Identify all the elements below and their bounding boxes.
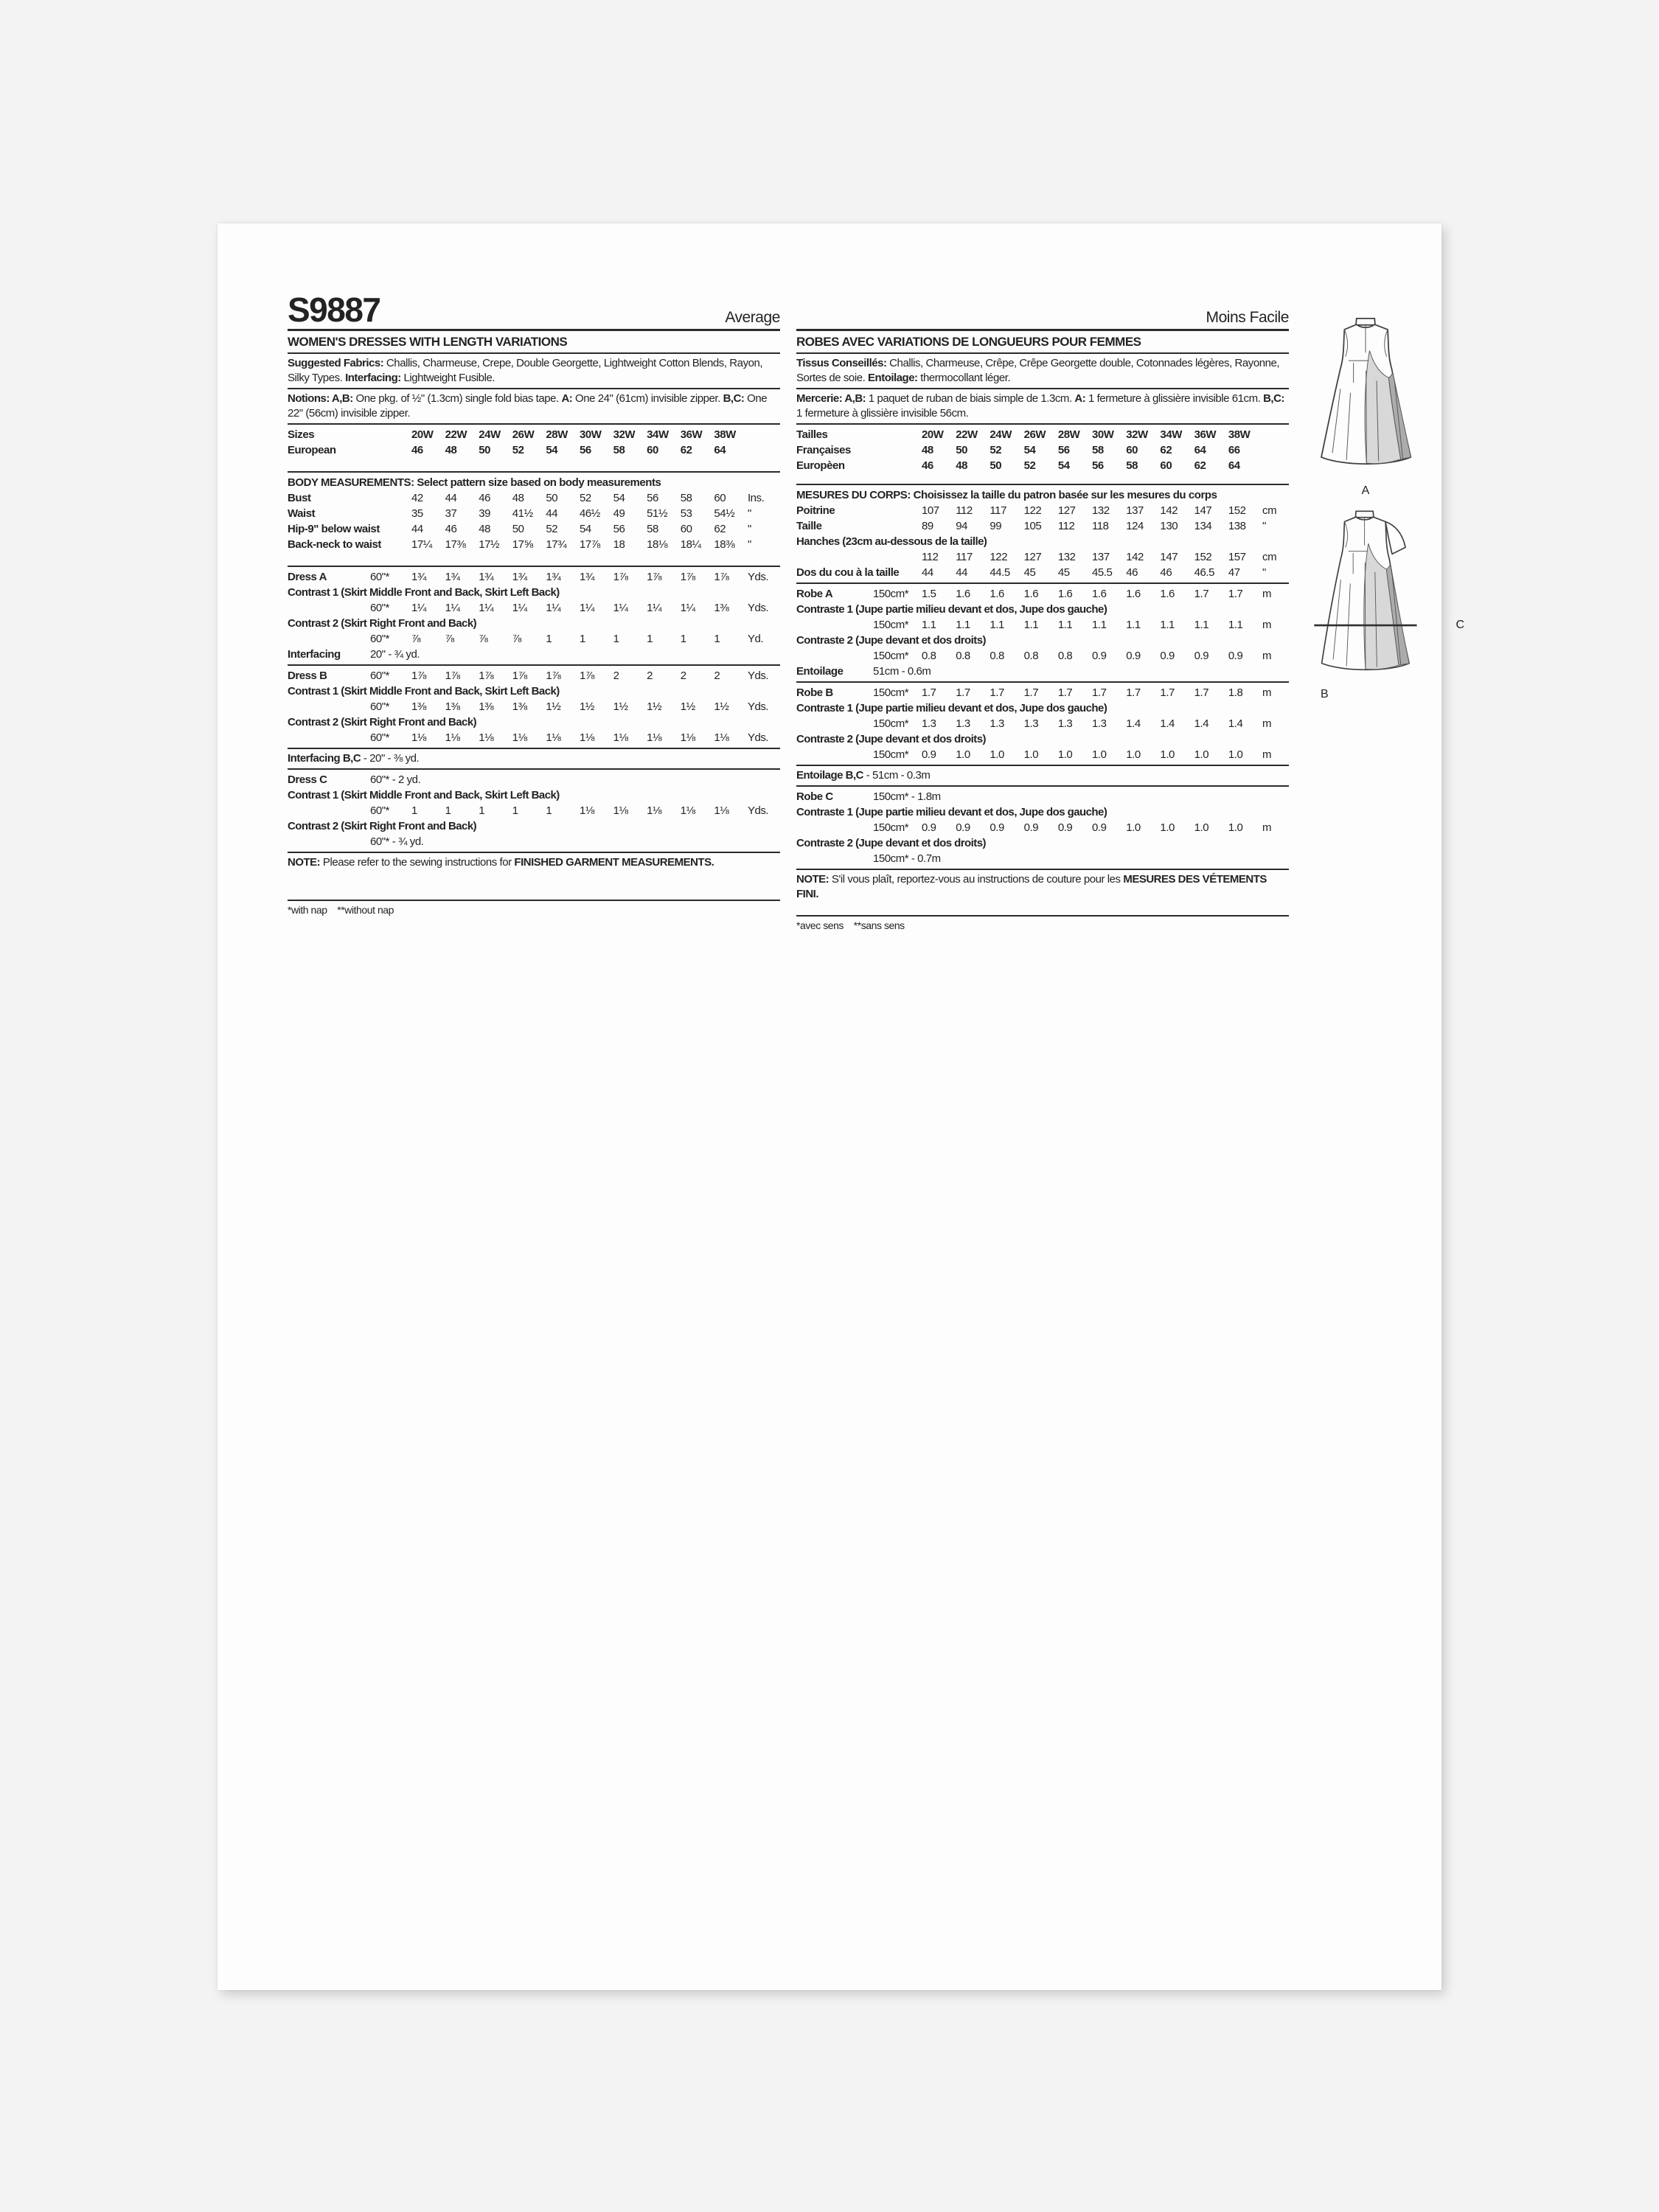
rule (796, 869, 1289, 870)
rule (288, 329, 780, 331)
rule (288, 352, 780, 354)
robe-c-contrast1-heading: Contraste 1 (Jupe partie milieu devant et dos, Jupe dos gauche) (796, 806, 1107, 818)
suggested-fabrics-fr: Tissus Conseillés: Challis, Charmeuse, Crêpe, Crêpe Georgette double, Cotonnades légères, Rayonne, Sortes de soie. Entoilage: thermocollant léger. (796, 357, 1280, 384)
interfacing-line (288, 647, 780, 662)
english-column (288, 288, 780, 917)
entoilage-label: Entoilage (796, 665, 844, 678)
rule (796, 582, 1289, 584)
nap-footnote-fr: *avec sens **sans sens (796, 919, 905, 931)
taille-row: Taille 89 94 99 105 112 118 124 130 134 138 " (796, 520, 1266, 532)
rule (796, 785, 1289, 787)
poitrine-row: Poitrine 107 112 117 122 127 132 137 142 147 152 cm (796, 504, 1277, 517)
robe-c-contrast2-value: 150cm* - 0.7m (873, 852, 941, 865)
dress-a-contrast2-heading: Contrast 2 (Skirt Right Front and Back) (288, 617, 477, 630)
rule (288, 900, 780, 901)
rule (796, 388, 1289, 389)
entoilage-line (796, 664, 1289, 679)
nap-footnote-en: *with nap **without nap (288, 904, 394, 916)
interfacing-label: Interfacing (288, 648, 341, 661)
view-b-label: B (1321, 688, 1329, 700)
title-fr: ROBES AVEC VARIATIONS DE LONGUEURS POUR FEMMES (796, 335, 1141, 349)
bust-row: Bust 42 44 46 48 50 52 54 56 58 60 Ins. (288, 492, 765, 504)
note-fr: NOTE: S'il vous plaît, reportez-vous au instructions de couture pour les MESURES DES VÉTEMENTS FINI. (796, 873, 1267, 900)
dress-b-illustration (1310, 504, 1464, 701)
sizes-row: Sizes 20W 22W 24W 26W 28W 30W 32W 34W 36W 38W (288, 428, 736, 441)
interfacing-bc-line: Interfacing B,C - 20" - ⅜ yd. (288, 752, 420, 765)
dress-b-contrast2-heading: Contrast 2 (Skirt Right Front and Back) (288, 716, 477, 728)
view-a-label: A (1361, 484, 1370, 497)
robe-c-contrast1-row: 150cm* 0.9 0.9 0.9 0.9 0.9 0.9 1.0 1.0 1.0 1.0 m (873, 821, 1272, 834)
dress-a-row: Dress A 60"* 1¾ 1¾ 1¾ 1¾ 1¾ 1¾ 1⅞ 1⅞ 1⅞ 1⅞ Yds. (288, 571, 769, 583)
tailles-row: Tailles 20W 22W 24W 26W 28W 30W 32W 34W 36W 38W (796, 428, 1251, 441)
robe-b-contrast1-row: 150cm* 1.3 1.3 1.3 1.3 1.3 1.3 1.4 1.4 1.4 1.4 m (873, 717, 1272, 730)
difficulty-label-fr: Moins Facile (1206, 309, 1289, 326)
robe-b-contrast2-heading: Contraste 2 (Jupe devant et dos droits) (796, 733, 986, 745)
robe-a-contrast2-row: 150cm* 0.8 0.8 0.8 0.8 0.8 0.9 0.9 0.9 0.9 0.9 m (873, 650, 1272, 662)
dress-b-line-art (1310, 504, 1425, 684)
rule (288, 852, 780, 853)
waist-row: Waist 35 37 39 41½ 44 46½ 49 51½ 53 54½ " (288, 507, 751, 520)
robe-c-contrast2-heading: Contraste 2 (Jupe devant et dos droits) (796, 837, 986, 849)
robe-c-line (796, 789, 1289, 804)
view-c-length-label: C (1455, 619, 1464, 631)
rule (796, 915, 1289, 917)
notions-en: Notions: A,B: One pkg. of ½" (1.3cm) single fold bias tape. A: One 24" (61cm) invisible zipper. B,C: One 22" (56cm) invisible zipper. (288, 392, 768, 420)
dress-c-contrast1-row: 60"* 1 1 1 1 1 1⅛ 1⅛ 1⅛ 1⅛ 1⅛ Yds. (370, 804, 769, 817)
rule (288, 768, 780, 770)
robe-c-label: Robe C (796, 790, 833, 803)
dos-row: Dos du cou à la taille 44 44 44.5 45 45 45.5 46 46 46.5 47 " (796, 566, 1266, 579)
hip-row: Hip-9" below waist 44 46 48 50 52 54 56 58 60 62 " (288, 523, 751, 535)
robe-a-contrast1-row: 150cm* 1.1 1.1 1.1 1.1 1.1 1.1 1.1 1.1 1.1 1.1 m (873, 619, 1272, 631)
pattern-number: S9887 (288, 291, 380, 329)
rule (288, 748, 780, 749)
notions-fr: Mercerie: A,B: 1 paquet de ruban de biais simple de 1.3cm. A: 1 fermeture à glissière invisible 61cm. B,C: 1 fermeture à glissière invisible 56cm. (796, 392, 1284, 420)
rule (796, 681, 1289, 683)
french-header (796, 288, 1289, 326)
note-en: NOTE: Please refer to the sewing instructions for FINISHED GARMENT MEASUREMENTS. (288, 856, 714, 869)
francaises-row: Françaises 48 50 52 54 56 58 60 62 64 66 (796, 444, 1240, 456)
robe-a-contrast1-heading: Contraste 1 (Jupe partie milieu devant et dos, Jupe dos gauche) (796, 603, 1107, 616)
entoilage-value: 51cm - 0.6m (873, 665, 931, 678)
english-header (288, 288, 780, 329)
dress-a-line-art (1310, 310, 1421, 479)
rule (796, 765, 1289, 766)
dress-c-value: 60"* - 2 yd. (370, 773, 421, 786)
robe-b-contrast1-heading: Contraste 1 (Jupe partie milieu devant et dos, Jupe dos gauche) (796, 702, 1107, 714)
pattern-envelope-back (218, 223, 1464, 1990)
dress-a-contrast1-heading: Contrast 1 (Skirt Middle Front and Back, Skirt Left Back) (288, 586, 560, 599)
dress-c-contrast2-heading: Contrast 2 (Skirt Right Front and Back) (288, 820, 477, 832)
body-measurements-heading-fr: MESURES DU CORPS: Choisissez la taille du patron basée sur les mesures du corps (796, 489, 1217, 501)
dress-b-contrast1-row: 60"* 1⅜ 1⅜ 1⅜ 1⅜ 1½ 1½ 1½ 1½ 1½ 1½ Yds. (370, 700, 769, 713)
dress-b-contrast2-row: 60"* 1⅛ 1⅛ 1⅛ 1⅛ 1⅛ 1⅛ 1⅛ 1⅛ 1⅛ 1⅛ Yds. (370, 731, 769, 744)
rule (288, 423, 780, 425)
rule (796, 484, 1289, 485)
dress-b-row: Dress B 60"* 1⅞ 1⅞ 1⅞ 1⅞ 1⅞ 1⅞ 2 2 2 2 Yds. (288, 669, 769, 682)
garment-illustrations (1310, 310, 1464, 701)
robe-b-row: Robe B 150cm* 1.7 1.7 1.7 1.7 1.7 1.7 1.7 1.7 1.7 1.8 m (796, 686, 1272, 699)
rule (288, 388, 780, 389)
robe-c-value: 150cm* - 1.8m (873, 790, 941, 803)
dress-a-contrast1-row: 60"* 1¼ 1¼ 1¼ 1¼ 1¼ 1¼ 1¼ 1¼ 1¼ 1⅜ Yds. (370, 602, 769, 614)
europeen-row: Europèen 46 48 50 52 54 56 58 60 62 64 (796, 459, 1240, 472)
interfacing-value: 20" - ¾ yd. (370, 648, 420, 661)
dress-a-illustration (1310, 310, 1454, 498)
dress-b-contrast1-heading: Contrast 1 (Skirt Middle Front and Back, Skirt Left Back) (288, 685, 560, 698)
rule (796, 423, 1289, 425)
suggested-fabrics-en: Suggested Fabrics: Challis, Charmeuse, Crepe, Double Georgette, Lightweight Cotton Blends, Rayon, Silky Types. Interfacing: Lightweight Fusible. (288, 357, 763, 384)
dress-c-label: Dress C (288, 773, 327, 786)
difficulty-label-en: Average (725, 309, 780, 326)
french-column (796, 288, 1289, 932)
dress-c-contrast1-heading: Contrast 1 (Skirt Middle Front and Back, Skirt Left Back) (288, 789, 560, 801)
hanches-row: 112 117 122 127 132 137 142 147 152 157 cm (922, 551, 1277, 563)
rule (288, 471, 780, 473)
body-measurements-heading-en: BODY MEASUREMENTS: Select pattern size based on body measurements (288, 476, 661, 489)
rule (288, 664, 780, 666)
rule (796, 352, 1289, 354)
robe-b-contrast2-row: 150cm* 0.9 1.0 1.0 1.0 1.0 1.0 1.0 1.0 1.0 1.0 m (873, 748, 1272, 761)
rule (796, 329, 1289, 331)
dress-c-line (288, 772, 780, 787)
title-en: WOMEN'S DRESSES WITH LENGTH VARIATIONS (288, 335, 568, 349)
european-row: European 46 48 50 52 54 56 58 60 62 64 (288, 444, 726, 456)
robe-a-row: Robe A 150cm* 1.5 1.6 1.6 1.6 1.6 1.6 1.6 1.6 1.7 1.7 m (796, 588, 1272, 600)
backneck-row: Back-neck to waist 17¼ 17⅜ 17½ 17⅝ 17¾ 17⅞ 18 18⅛ 18¼ 18⅜ " (288, 538, 751, 551)
robe-a-contrast2-heading: Contraste 2 (Jupe devant et dos droits) (796, 634, 986, 647)
rule (288, 566, 780, 567)
dress-c-contrast2-value: 60"* - ¾ yd. (370, 835, 424, 848)
dress-a-contrast2-row: 60"* ⅞ ⅞ ⅞ ⅞ 1 1 1 1 1 1 Yd. (370, 633, 764, 645)
entoilage-bc-line: Entoilage B,C - 51cm - 0.3m (796, 769, 931, 782)
hanches-heading: Hanches (23cm au-dessous de la taille) (796, 535, 987, 548)
